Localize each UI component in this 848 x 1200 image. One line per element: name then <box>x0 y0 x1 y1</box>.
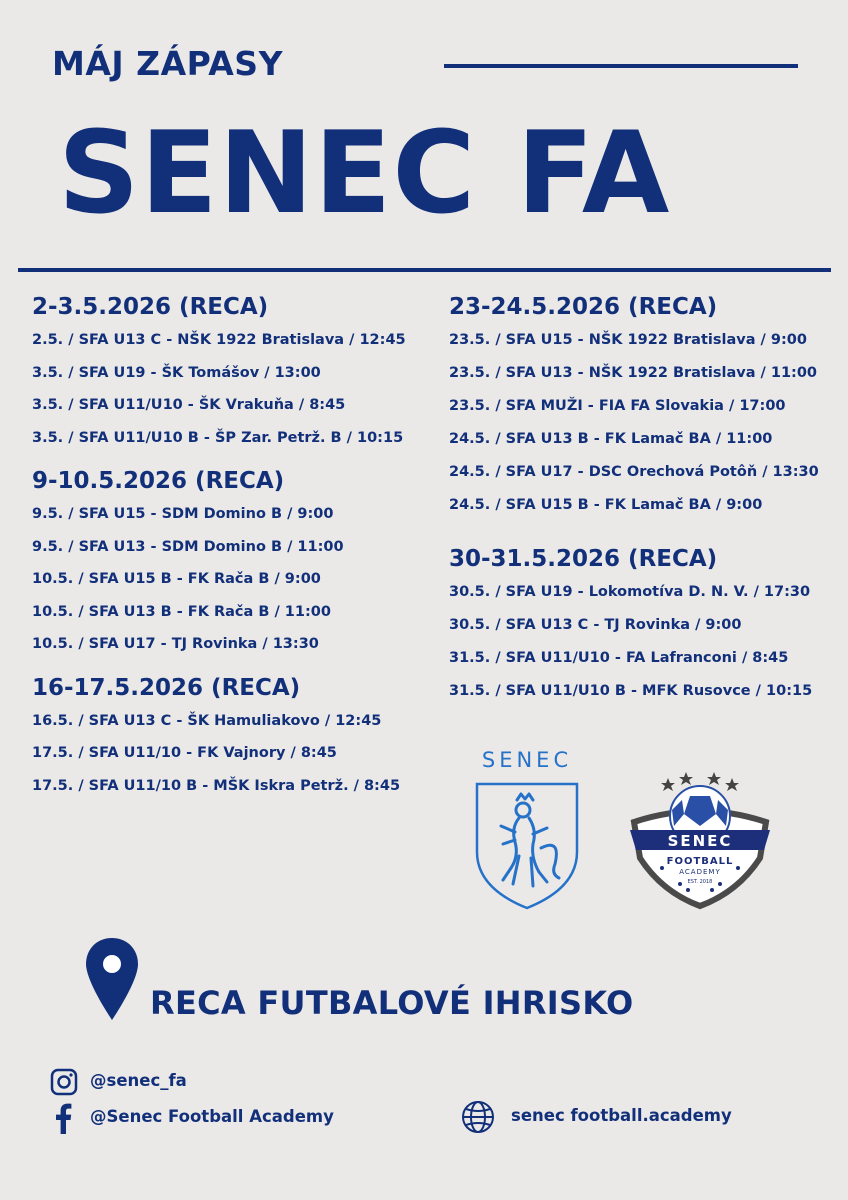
match-day-group <box>32 671 432 803</box>
academy-logo <box>628 770 772 910</box>
academy-sub1: FOOTBALL <box>666 856 734 867</box>
town-crest-label: SENEC <box>481 748 573 772</box>
venue-name: RECA FUTBALOVÉ IHRISKO <box>150 984 634 1022</box>
match-item: 10.5. / SFA U15 B - FK Rača B / 9:00 <box>32 571 321 587</box>
match-item: 3.5. / SFA U19 - ŠK Tomášov / 13:00 <box>32 364 321 381</box>
match-day-heading: 2-3.5.2026 (RECA) <box>32 294 269 320</box>
match-day-heading: 23-24.5.2026 (RECA) <box>449 294 718 320</box>
club-title: SENEC FA <box>58 107 671 239</box>
match-item: 24.5. / SFA U17 - DSC Orechová Potôň / 13:30 <box>449 464 819 480</box>
match-day-group <box>449 542 839 708</box>
match-item: 17.5. / SFA U11/10 - FK Vajnory / 8:45 <box>32 745 337 761</box>
match-item: 24.5. / SFA U13 B - FK Lamač BA / 11:00 <box>449 431 773 447</box>
match-item: 3.5. / SFA U11/U10 - ŠK Vrakuňa / 8:45 <box>32 397 346 413</box>
match-item: 23.5. / SFA MUŽI - FIA FA Slovakia / 17:00 <box>449 398 786 414</box>
match-item: 23.5. / SFA U13 - NŠK 1922 Bratislava / 11:00 <box>449 365 818 381</box>
match-day-heading: 16-17.5.2026 (RECA) <box>32 674 301 701</box>
football-badge-icon <box>628 770 772 910</box>
match-day-group <box>32 464 432 661</box>
match-item: 3.5. / SFA U11/U10 B - ŠP Zar. Petrž. B / 10:15 <box>32 429 404 446</box>
match-item: 16.5. / SFA U13 C - ŠK Hamuliakovo / 12:45 <box>32 712 382 729</box>
match-day-group <box>449 290 839 522</box>
match-item: 30.5. / SFA U19 - Lokomotíva D. N. V. / 17:30 <box>449 584 811 600</box>
academy-est: EST. 2018 <box>687 879 713 885</box>
match-item: 10.5. / SFA U13 B - FK Rača B / 11:00 <box>32 603 331 620</box>
match-day-heading: 30-31.5.2026 (RECA) <box>449 546 718 572</box>
match-item: 2.5. / SFA U13 C - NŠK 1922 Bratislava / 12:45 <box>32 332 406 348</box>
match-day-heading: 9-10.5.2026 (RECA) <box>32 468 285 494</box>
match-item: 17.5. / SFA U11/10 B - MŠK Iskra Petrž. / 8:45 <box>32 777 401 794</box>
academy-name: SENEC <box>667 832 733 850</box>
website-link[interactable]: senec football.academy <box>511 1106 732 1125</box>
match-item: 31.5. / SFA U11/U10 B - MFK Rusovce / 10:15 <box>449 683 813 699</box>
facebook-handle[interactable]: @Senec Football Academy <box>90 1107 334 1126</box>
match-item: 9.5. / SFA U15 - SDM Domino B / 9:00 <box>32 506 334 522</box>
match-item: 10.5. / SFA U17 - TJ Rovinka / 13:30 <box>32 636 319 652</box>
globe-icon[interactable] <box>461 1100 495 1134</box>
match-item: 30.5. / SFA U13 C - TJ Rovinka / 9:00 <box>449 617 742 633</box>
month-title: MÁJ ZÁPASY <box>52 44 283 83</box>
lion-shield-icon <box>471 748 583 914</box>
match-day-group <box>32 290 432 454</box>
match-item: 23.5. / SFA U15 - NŠK 1922 Bratislava / 9:00 <box>449 332 807 348</box>
match-item: 31.5. / SFA U11/U10 - FA Lafranconi / 8:45 <box>449 650 789 666</box>
schedule-right-column <box>449 290 839 728</box>
schedule-left-column <box>32 290 432 812</box>
academy-sub2: ACADEMY <box>679 868 721 876</box>
instagram-handle[interactable]: @senec_fa <box>90 1071 187 1090</box>
match-item: 9.5. / SFA U13 - SDM Domino B / 11:00 <box>32 538 344 555</box>
main-divider <box>18 268 831 272</box>
town-crest-logo <box>471 748 583 914</box>
title-divider <box>444 64 798 68</box>
facebook-icon[interactable] <box>53 1102 73 1134</box>
match-item: 24.5. / SFA U15 B - FK Lamač BA / 9:00 <box>449 497 763 513</box>
instagram-icon[interactable] <box>50 1068 78 1096</box>
location-pin-icon <box>84 936 140 1022</box>
